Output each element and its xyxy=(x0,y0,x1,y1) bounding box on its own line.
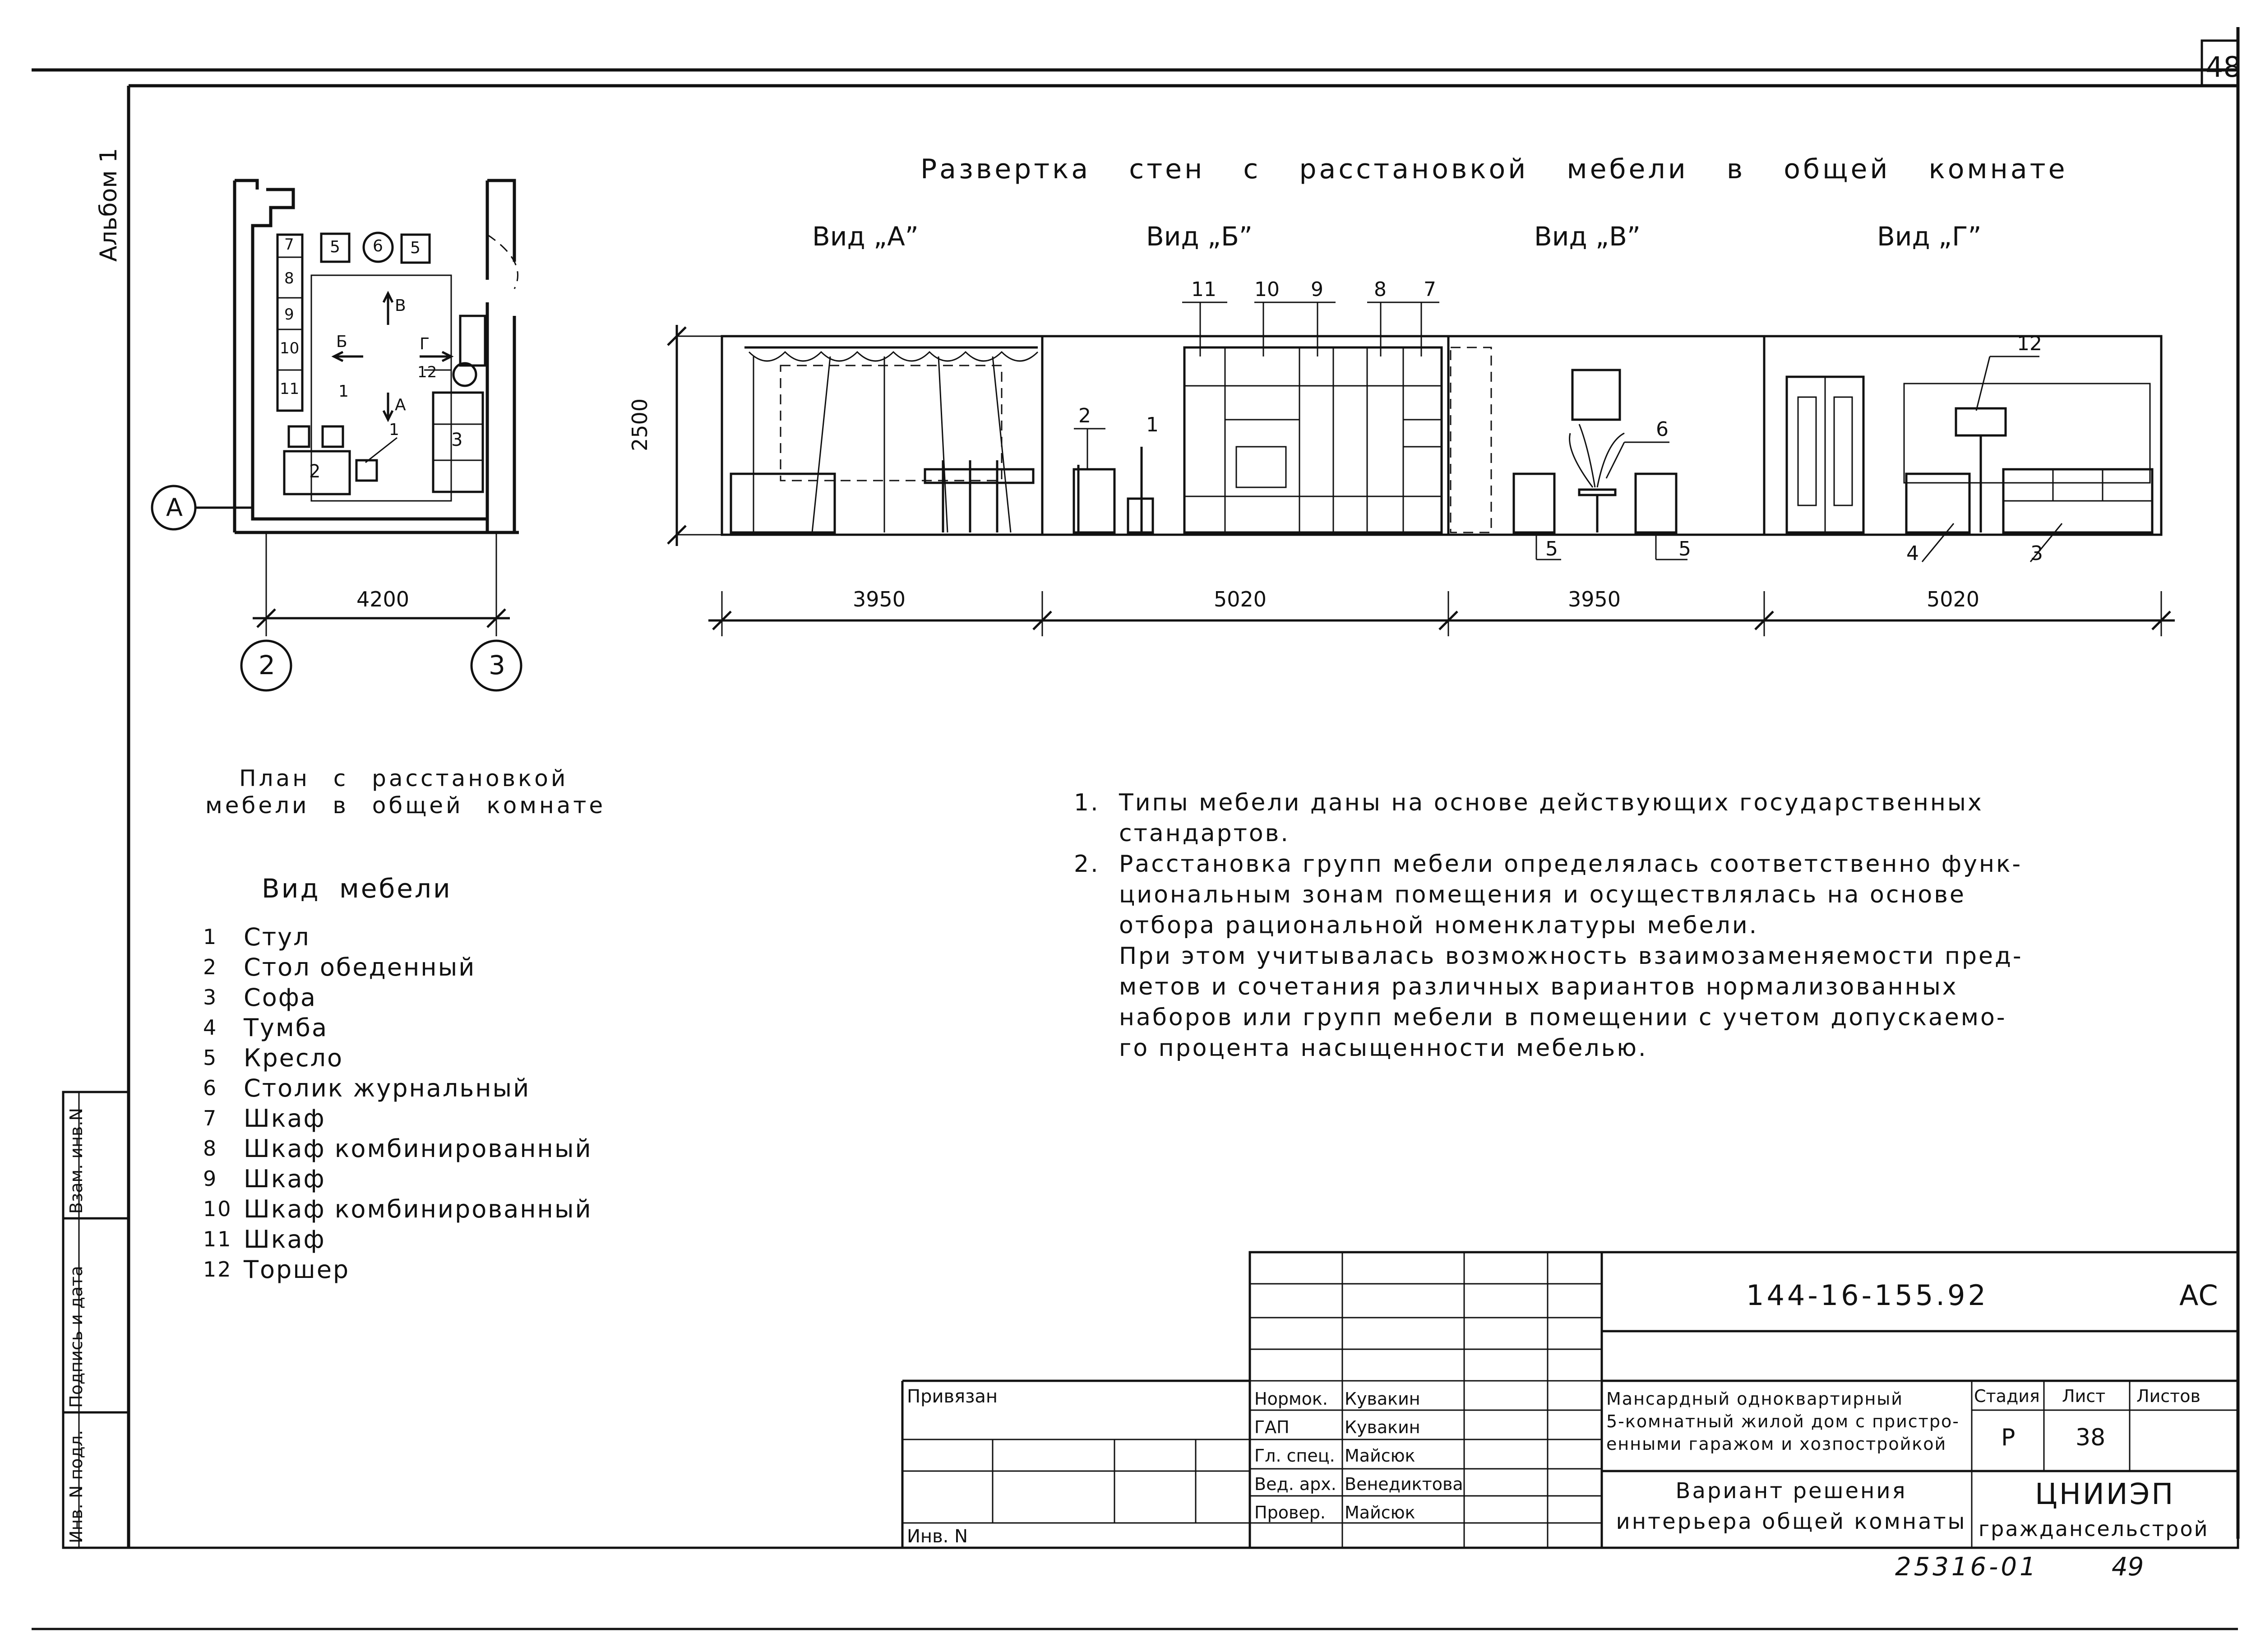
plan-num-2: 2 xyxy=(309,461,321,482)
legend-item-number: 6 xyxy=(203,1076,218,1100)
view-g-label: Вид „Г” xyxy=(1877,221,1982,252)
plan-arrow-g: Г xyxy=(420,335,430,353)
legend-item-number: 1 xyxy=(203,925,218,949)
axis-2-label: 2 xyxy=(259,650,275,680)
plan-num-6: 6 xyxy=(373,237,383,255)
bottom-page: 49 xyxy=(2112,1552,2144,1582)
sheet-label: Лист xyxy=(2062,1386,2106,1406)
plan-arrow-a: А xyxy=(395,396,406,414)
inv-n-label: Инв. N xyxy=(907,1526,968,1547)
legend-item-number: 12 xyxy=(203,1257,232,1282)
legend-item-name: Торшер xyxy=(244,1255,350,1284)
plan-caption-line1: План с расстановкой xyxy=(239,765,569,791)
stamp-vzam: Взам. инв.N xyxy=(66,1108,86,1214)
legend-item xyxy=(203,1164,592,1194)
note-line: Типы мебели даны на основе действующих государственных xyxy=(1119,789,1983,816)
note-body xyxy=(1119,849,2023,1064)
callout-7: 7 xyxy=(1424,278,1436,301)
legend-item-name: Кресло xyxy=(244,1044,344,1072)
legend-item-name: Шкаф xyxy=(244,1104,326,1133)
project-line: 5-комнатный жилой дом с пристро- xyxy=(1606,1411,1960,1431)
callout-6: 6 xyxy=(1656,418,1669,441)
legend-item-number: 5 xyxy=(203,1046,218,1070)
privyazan-label: Привязан xyxy=(907,1386,998,1407)
dim-view-b: 5020 xyxy=(1214,587,1267,611)
legend-item-name: Стул xyxy=(244,923,310,951)
sheet-number: 38 xyxy=(2076,1424,2106,1451)
org-subtitle: граждансельстрой xyxy=(1979,1517,2209,1541)
axis-a-label: А xyxy=(166,493,183,522)
view-b-label: Вид „Б” xyxy=(1146,221,1253,252)
view-a-label: Вид „А” xyxy=(812,221,919,252)
legend-item xyxy=(203,1224,592,1254)
plan-num-5a: 5 xyxy=(330,238,340,256)
callout-5a: 5 xyxy=(1545,537,1558,560)
note-line: Расстановка групп мебели определялась соответственно функ- xyxy=(1119,851,2023,878)
legend-item-number: 8 xyxy=(203,1136,218,1161)
doc-code: 144-16-155.92 xyxy=(1746,1279,1988,1312)
sheet-title xyxy=(1611,1476,1972,1537)
plan-num-11: 11 xyxy=(280,380,300,398)
callout-10: 10 xyxy=(1254,278,1280,301)
furniture-legend xyxy=(203,873,592,1285)
legend-item xyxy=(203,1103,592,1134)
legend-title: Вид мебели xyxy=(262,873,452,904)
dim-view-v: 3950 xyxy=(1568,587,1621,611)
legend-item xyxy=(203,982,592,1013)
role-row xyxy=(1254,1384,1463,1413)
note-line: стандартов. xyxy=(1119,820,1290,847)
callout-9: 9 xyxy=(1311,278,1323,301)
project-line: Мансардный одноквартирный xyxy=(1606,1389,1903,1409)
legend-item xyxy=(203,1043,592,1073)
note-body xyxy=(1119,787,1983,849)
role-title: Гл. спец. xyxy=(1254,1445,1335,1466)
legend-item xyxy=(203,1073,592,1103)
sheets-label: Листов xyxy=(2136,1386,2201,1406)
role-row xyxy=(1254,1413,1463,1441)
elevation-title: Развертка стен с расстановкой мебели в общей комнате xyxy=(920,153,2068,185)
plan-arrow-b: Б xyxy=(336,333,347,351)
project-title xyxy=(1606,1388,1960,1455)
album-label: Альбом 1 xyxy=(95,148,122,262)
role-title: ГАП xyxy=(1254,1417,1290,1437)
note-item xyxy=(1074,787,2023,849)
plan-num-1b: 1 xyxy=(389,421,399,439)
role-title: Провер. xyxy=(1254,1502,1326,1522)
plan-caption-line2: мебели в общей комнате xyxy=(205,792,606,819)
plan-num-8: 8 xyxy=(284,269,294,287)
note-number: 1. xyxy=(1074,789,1100,816)
legend-item-name: Тумба xyxy=(244,1013,328,1042)
role-person: Кувакин xyxy=(1345,1417,1420,1437)
legend-item-name: Софа xyxy=(244,983,317,1012)
legend-item xyxy=(203,1254,592,1285)
callout-3: 3 xyxy=(2030,542,2043,565)
legend-item-name: Шкаф xyxy=(244,1225,326,1254)
note-line: метов и сочетания различных вариантов нормализованных xyxy=(1119,973,1958,1000)
legend-item-number: 2 xyxy=(203,955,218,979)
role-person: Майсюк xyxy=(1345,1502,1415,1522)
axis-3-label: 3 xyxy=(489,650,505,680)
plan-arrow-v: В xyxy=(395,296,406,315)
stage-label: Стадия xyxy=(1974,1386,2040,1406)
legend-item-name: Шкаф комбинированный xyxy=(244,1134,592,1163)
legend-item-name: Шкаф комбинированный xyxy=(244,1195,592,1223)
plan-num-3: 3 xyxy=(451,430,463,450)
callout-4: 4 xyxy=(1906,542,1919,565)
legend-item-name: Шкаф xyxy=(244,1165,326,1193)
legend-list xyxy=(203,922,592,1285)
org-name: ЦНИИЭП xyxy=(2035,1478,2175,1511)
role-title: Нормок. xyxy=(1254,1388,1328,1409)
plan-num-9: 9 xyxy=(284,305,294,324)
role-person: Кувакин xyxy=(1345,1388,1420,1409)
legend-item xyxy=(203,1134,592,1164)
dim-view-g: 5020 xyxy=(1927,587,1980,611)
note-line: наборов или групп мебели в помещении с учетом допускаемо- xyxy=(1119,1004,2007,1031)
wall-elevations xyxy=(668,302,2175,636)
note-line: циональным зонам помещения и осуществлялась на основе xyxy=(1119,881,1966,908)
note-number: 2. xyxy=(1074,851,1100,878)
legend-item xyxy=(203,922,592,952)
callout-5b: 5 xyxy=(1678,537,1691,560)
note-item xyxy=(1074,849,2023,1064)
plan-num-10: 10 xyxy=(280,339,300,357)
callout-12: 12 xyxy=(2017,332,2042,355)
floor-plan xyxy=(152,180,521,690)
legend-item-name: Стол обеденный xyxy=(244,953,476,981)
page-number: 48 xyxy=(2205,51,2241,83)
legend-item-number: 3 xyxy=(203,985,218,1009)
legend-item-number: 4 xyxy=(203,1015,218,1040)
note-line: го процента насыщенности мебелью. xyxy=(1119,1035,1648,1062)
role-title: Вед. арх. xyxy=(1254,1474,1336,1494)
plan-num-5b: 5 xyxy=(410,239,421,257)
plan-num-7: 7 xyxy=(284,236,294,254)
bottom-code: 25316-01 xyxy=(1895,1552,2039,1582)
signature-roles xyxy=(1254,1384,1463,1527)
legend-item xyxy=(203,1013,592,1043)
legend-item-number: 9 xyxy=(203,1166,218,1191)
role-person: Венедиктова xyxy=(1345,1474,1463,1494)
role-person: Майсюк xyxy=(1345,1445,1415,1466)
doc-mark: АС xyxy=(2179,1279,2218,1312)
role-row xyxy=(1254,1470,1463,1498)
stamp-podpis: Подпись и дата xyxy=(66,1266,86,1408)
callout-2: 2 xyxy=(1078,404,1091,427)
stage-value: Р xyxy=(2001,1424,2016,1451)
legend-item-name: Столик журнальный xyxy=(244,1074,531,1102)
role-row xyxy=(1254,1498,1463,1527)
stamp-inv-podl: Инв. N подл. xyxy=(66,1430,86,1543)
legend-item xyxy=(203,952,592,982)
legend-item-number: 7 xyxy=(203,1106,218,1130)
height-dimension: 2500 xyxy=(628,398,652,451)
note-line: При этом учитывалась возможность взаимозаменяемости пред- xyxy=(1119,943,2023,970)
sheet-title-line: Вариант решения xyxy=(1675,1478,1907,1504)
dim-view-a: 3950 xyxy=(853,587,906,611)
sheet-title-line: интерьера общей комнаты xyxy=(1616,1509,1967,1534)
plan-num-1a: 1 xyxy=(338,382,349,401)
plan-width-dimension: 4200 xyxy=(356,587,410,611)
project-line: енными гаражом и хозпостройкой xyxy=(1606,1434,1947,1454)
callout-8: 8 xyxy=(1374,278,1387,301)
callout-1: 1 xyxy=(1146,413,1159,436)
callout-11: 11 xyxy=(1191,278,1216,301)
view-v-label: Вид „В” xyxy=(1534,221,1641,252)
legend-item-number: 11 xyxy=(203,1227,232,1251)
role-row xyxy=(1254,1441,1463,1470)
plan-num-12: 12 xyxy=(417,363,437,381)
general-notes xyxy=(1074,787,2023,1064)
legend-item xyxy=(203,1194,592,1224)
note-line: отбора рациональной номенклатуры мебели. xyxy=(1119,912,1759,939)
legend-item-number: 10 xyxy=(203,1197,232,1221)
